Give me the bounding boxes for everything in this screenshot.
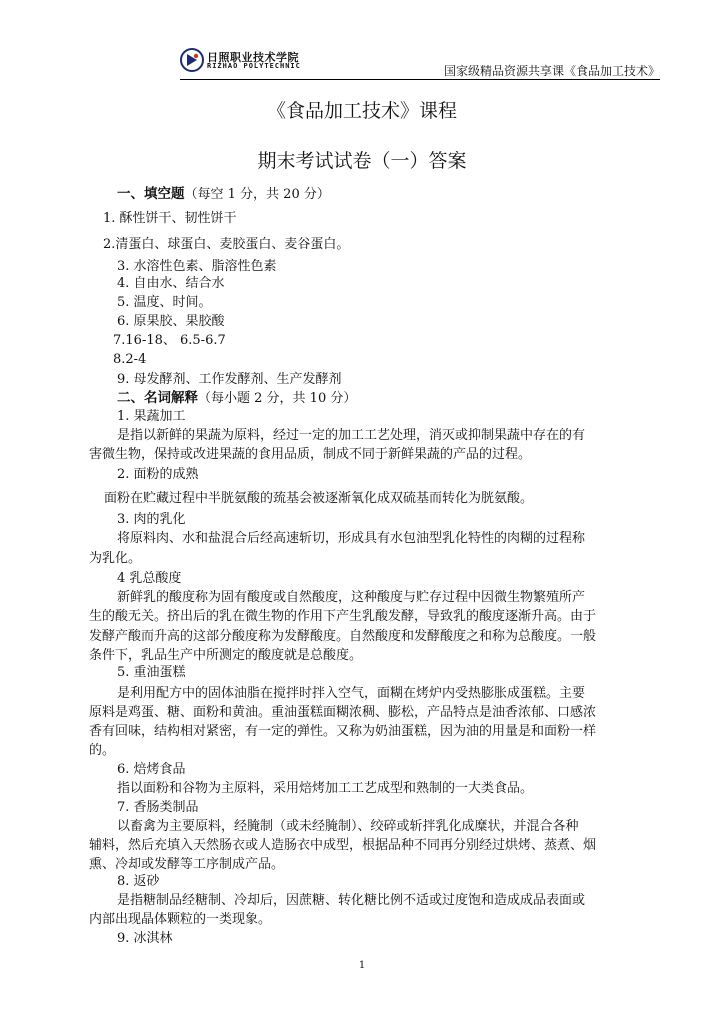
page-subtitle: 期末考试试卷（一）答案	[257, 150, 467, 172]
page-header	[180, 46, 660, 78]
definition-line: 条件下，乳品生产中所测定的酸度就是总酸度。	[89, 648, 363, 663]
definition-line: 新鲜乳的酸度称为固有酸度或自然酸度，这种酸度与贮存过程中因微生物繁殖所产	[117, 590, 586, 605]
definition-line: 以畜禽为主要原料，经腌制（或未经腌制）、绞碎或斩拌乳化成糜状，并混合各种	[117, 819, 579, 834]
fill-answer: 4. 自由水、结合水	[117, 276, 225, 291]
school-emblem-icon	[180, 48, 204, 72]
header-divider	[180, 79, 660, 80]
definition-line: 是指糖制品经糖制、冷却后，因蔗糖、转化糖比例不适或过度饱和造成成品表面或	[117, 893, 586, 908]
definition-line: 是利用配方中的固体油脂在搅拌时拌入空气，面糊在烤炉内受热膨胀成蛋糕。主要	[117, 686, 586, 701]
definition-line: 香有回味，结构相对紧密，有一定的弹性。又称为奶油蛋糕，因为油的用量是和面粉一样	[89, 724, 597, 739]
fill-answer: 3. 水溶性色素、脂溶性色素	[117, 259, 277, 274]
section-1-heading	[117, 184, 330, 205]
term-title: 3. 肉的乳化	[117, 512, 186, 527]
definition-line: 指以面粉和谷物为主原料，采用焙烤加工工艺成型和熟制的一大类食品。	[117, 781, 534, 796]
definition-line: 将原料肉、水和盐混合后经高速斩切，形成具有水包油型乳化特性的肉糊的过程称	[117, 531, 586, 546]
definition-line: 发酵产酸而升高的这部分酸度称为发酵酸度。自然酸度和发酵酸度之和称为总酸度。一般	[89, 629, 597, 644]
definition-line: 原料是鸡蛋、糖、面粉和黄油。重油蛋糕面糊浓稠、膨松，产品特点是油香浓郁、口感浓	[89, 705, 597, 720]
logo-english-name: RIZHAO POLYTECHNIC	[207, 62, 301, 70]
section-2-title: 二、名词解释	[117, 390, 198, 406]
definition-line: 面粉在贮藏过程中半胱氨酸的巯基会被逐渐氧化成双硫基而转化为胱氨酸。	[104, 491, 534, 506]
section-2-note: （每小题 2 分，共 10 分）	[198, 391, 357, 406]
school-logo	[180, 48, 330, 74]
term-title: 8. 返砂	[117, 874, 160, 889]
term-title: 9. 冰淇林	[117, 931, 173, 946]
term-title: 6. 焙烤食品	[117, 762, 186, 777]
term-title: 7. 香肠类制品	[117, 800, 199, 815]
fill-answer: 6. 原果胶、果胶酸	[117, 314, 225, 329]
fill-answer: 9. 母发酵剂、工作发酵剂、生产发酵剂	[117, 372, 342, 387]
term-title: 2. 面粉的成熟	[117, 467, 199, 482]
fill-answer: 2.清蛋白、球蛋白、麦胶蛋白、麦谷蛋白。	[103, 237, 350, 252]
fill-answer: 8.2-4	[113, 352, 147, 367]
page-title: 《食品加工技术》课程	[266, 100, 457, 122]
term-title: 4 乳总酸度	[117, 571, 182, 586]
definition-line: 熏、冷却或发酵等工序制成产品。	[89, 857, 285, 872]
definition-line: 是指以新鲜的果蔬为原料，经过一定的加工工艺处理，消灭或抑制果蔬中存在的有	[117, 428, 586, 443]
section-2-heading	[117, 388, 356, 409]
definition-line: 内部出现晶体颗粒的一类现象。	[89, 912, 272, 927]
fill-answer: 1. 酥性饼干、韧性饼干	[103, 211, 237, 226]
definition-line: 害微生物，保持或改进果蔬的食用品质，制成不同于新鲜果蔬的产品的过程。	[89, 447, 532, 462]
page-number: 1	[358, 960, 366, 971]
fill-answer: 5. 温度、时间。	[117, 295, 212, 310]
logo-chinese-name: 日照职业技术学院	[207, 51, 299, 64]
course-name: 国家级精品资源共享课《食品加工技术》	[443, 64, 660, 78]
section-1-title: 一、填空题	[117, 186, 185, 202]
definition-line: 辅料，然后充填入天然肠衣或人造肠衣中成型，根据品种不同再分别经过烘烤、蒸煮、烟	[89, 838, 597, 853]
term-title: 1. 果蔬加工	[117, 409, 186, 424]
definition-line: 生的酸无关。挤出后的乳在微生物的作用下产生乳酸发酵，导致乳的酸度逐渐升高。由于	[89, 609, 597, 624]
definition-line: 为乳化。	[89, 551, 142, 566]
definition-line: 的。	[89, 743, 116, 758]
fill-answer: 7.16-18、 6.5-6.7	[113, 333, 226, 348]
term-title: 5. 重油蛋糕	[117, 665, 186, 680]
section-1-note: （每空 1 分，共 20 分）	[184, 187, 330, 202]
